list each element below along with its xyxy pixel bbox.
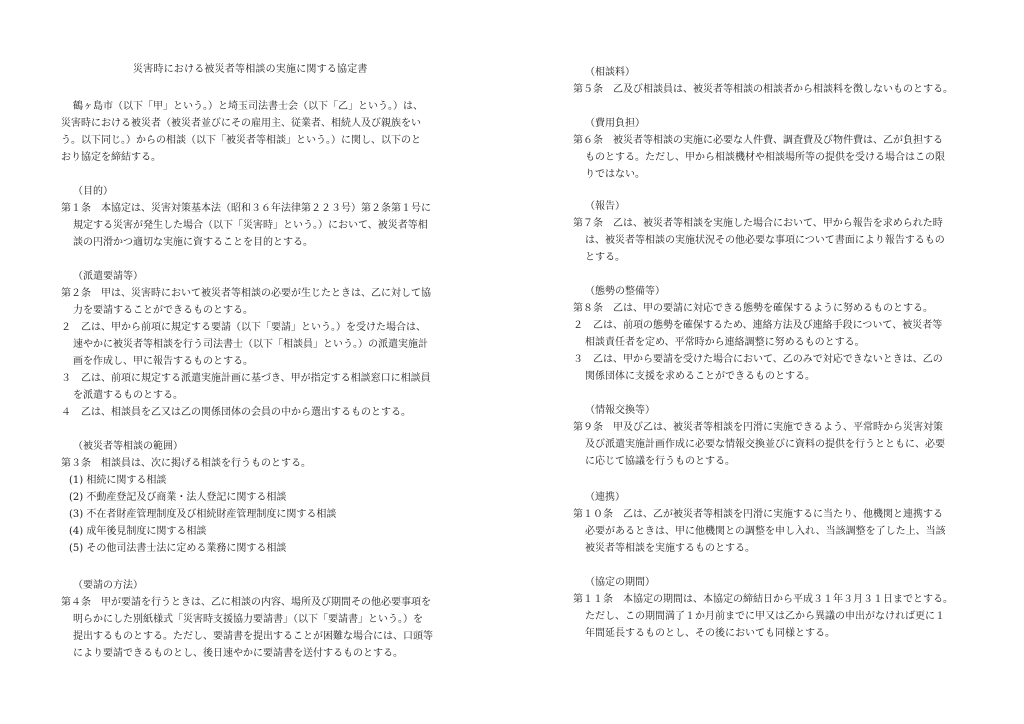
list-item: (5) その他司法書士法に定める業務に関する相談 xyxy=(69,543,287,554)
article-line: 相談責任者を定め、平常時から連絡調整に努めるものとする。 xyxy=(585,337,865,348)
article-heading: （報告） xyxy=(585,201,625,212)
article-line: に応じて協議を行うものとする。 xyxy=(585,456,735,467)
article-line: 力を要請することができるものとする。 xyxy=(73,305,253,316)
article-line: ものとする。ただし、甲から相談機材や相談場所等の提供を受ける場合はこの限 xyxy=(585,152,945,163)
article-line: 及び派遣実施計画作成に必要な情報交換並びに資料の提供を行うとともに、必要 xyxy=(585,439,945,450)
preamble-line: 災害時における被災者（被災者並びにその雇用主、従業者、相続人及び親族をい xyxy=(61,118,421,129)
article-line: ２ 乙は、甲から前項に規定する要請（以下「要請」という。）を受けた場合は、 xyxy=(61,322,426,333)
article-heading: （目的） xyxy=(73,186,113,197)
article-line: 第７条 乙は、被災者等相談を実施した場合において、甲から報告を求められた時 xyxy=(573,218,943,229)
list-item: (3) 不在者財産管理制度及び相続財産管理制度に関する相談 xyxy=(69,509,337,520)
article-line: 明らかにした別紙様式「災害時支援協力要請書」（以下「要請書」という。）を xyxy=(73,614,423,625)
list-item: (1) 相続に関する相談 xyxy=(69,475,167,486)
article-heading: （協定の期間） xyxy=(585,577,655,588)
article-heading: （被災者等相談の範囲） xyxy=(73,441,183,452)
article-heading: （要請の方法） xyxy=(73,580,143,591)
article-line: は、被災者等相談の実施状況その他必要な事項について書面により報告するもの xyxy=(585,235,945,246)
article-line: 第１１条 本協定の期間は、本協定の締結日から平成３１年３月３１日までとする。 xyxy=(573,594,953,605)
preamble-line: おり協定を締結する。 xyxy=(61,152,161,163)
article-line: 画を作成し、甲に報告するものとする。 xyxy=(73,356,253,367)
article-line: 年間延長するものとし、その後においても同様とする。 xyxy=(585,628,835,639)
article-line: りではない。 xyxy=(585,169,645,180)
list-item: (2) 不動産登記及び商業・法人登記に関する相談 xyxy=(69,492,287,503)
article-line: ただし、この期間満了１か月前までに甲又は乙から異議の申出がなければ更に１ xyxy=(585,611,945,622)
article-line: とする。 xyxy=(585,252,625,263)
article-heading: （相談料） xyxy=(585,67,635,78)
article-line: 第１条 本協定は、災害対策基本法（昭和３６年法律第２２３号）第２条第１号に xyxy=(61,203,431,214)
article-line: 規定する災害が発生した場合（以下「災害時」という。）において、被災者等相 xyxy=(73,220,428,231)
article-heading: （派遣要請等） xyxy=(73,271,143,282)
article-line: 第９条 甲及び乙は、被災者等相談を円滑に実施できるよう、平常時から災害対策 xyxy=(573,422,943,433)
article-heading: （情報交換等） xyxy=(585,405,655,416)
article-heading: （費用負担） xyxy=(585,118,645,129)
preamble-line: 鶴ヶ島市（以下「甲」という。）と埼玉司法書士会（以下「乙」という。）は、 xyxy=(73,101,423,112)
article-line: 速やかに被災者等相談を行う司法書士（以下「相談員」という。）の派遣実施計 xyxy=(73,339,428,350)
article-line: 第８条 乙は、甲の要請に対応できる態勢を確保するように努めるものとする。 xyxy=(573,303,933,314)
article-line: 提出するものとする。ただし、要請書を提出することが困難な場合には、口頭等 xyxy=(73,631,433,642)
article-line: ３ 乙は、甲から要請を受けた場合において、乙のみで対応できないときは、乙の xyxy=(573,354,943,365)
document-title: 災害時における被災者等相談の実施に関する協定書 xyxy=(133,64,368,75)
list-item: (4) 成年後見制度に関する相談 xyxy=(69,526,207,537)
article-line: ２ 乙は、前項の態勢を確保するため、連絡方法及び連絡手段について、被災者等 xyxy=(573,320,943,331)
article-heading: （連携） xyxy=(585,492,625,503)
article-line: 第３条 相談員は、次に掲げる相談を行うものとする。 xyxy=(61,458,311,469)
preamble-line: う。以下同じ。）からの相談（以下「被災者等相談」という。）に関し、以下のと xyxy=(61,135,421,146)
article-line: 被災者等相談を実施するものとする。 xyxy=(585,543,755,554)
article-line: 第４条 甲が要請を行うときは、乙に相談の内容、場所及び期間その他必要事項を xyxy=(61,597,431,608)
article-line: 関係団体に支援を求めることができるものとする。 xyxy=(585,371,815,382)
article-line: ４ 乙は、相談員を乙又は乙の関係団体の会員の中から選出するものとする。 xyxy=(61,407,411,418)
article-line: 談の円滑かつ適切な実施に資することを目的とする。 xyxy=(73,237,313,248)
article-line: 必要があるときは、甲に他機関との調整を申し入れ、当該調整を了した上、当該 xyxy=(585,526,946,537)
article-line: ３ 乙は、前項に規定する派遣実施計画に基づき、甲が指定する相談窓口に相談員 xyxy=(61,373,431,384)
article-line: 第１０条 乙は、乙が被災者等相談を円滑に実施するに当たり、他機関と連携する xyxy=(573,509,943,520)
article-line: により要請できるものとし、後日速やかに要請書を送付するものとする。 xyxy=(73,648,403,659)
article-line: を派遣するものとする。 xyxy=(73,390,183,401)
article-line: 第５条 乙及び相談員は、被災者等相談の相談者から相談料を徴しないものとする。 xyxy=(573,84,953,95)
article-line: 第２条 甲は、災害時において被災者等相談の必要が生じたときは、乙に対して協 xyxy=(61,288,431,299)
article-line: 第６条 被災者等相談の実施に必要な人件費、調査費及び物件費は、乙が負担する xyxy=(573,135,943,146)
article-heading: （態勢の整備等） xyxy=(585,286,665,297)
